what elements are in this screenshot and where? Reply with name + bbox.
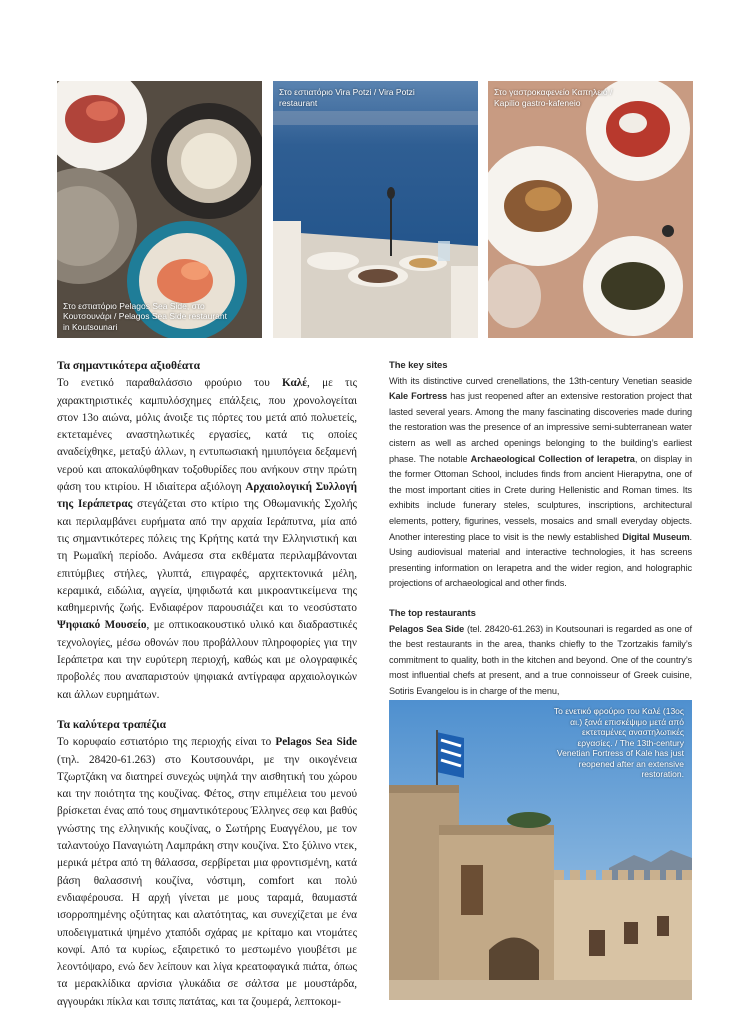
greek-paragraph-sites: Το ενετικό παραθαλάσσιο φρούριο του Καλέ, με τις χαρακτηριστικές καμπυλόσχημες επάλξεις, που χρονολογείται στον 13ο αιώνα, μόλις άνοιξε τις πόρτες του μετά από πολυετείς, εκτεταμένες αναστηλωτικές εργασίες, κατά τις οποίες αναδείχθηκε, μεταξύ άλλων, η εντυπωσιακή ημιυπόγεια δεξαμενή νερού και αποκαλύφθηκαν τοξοθυρίδες που ανήκουν στην πρώτη φάση του κτιρίου. Η ιδιαίτερα αξιόλογη Αρχαιολογική Συλλογή της Ιεράπετρας στεγάζεται στο κτίριο της Οθωμανικής Σχολής και περιλαμβάνει ευρήματα από την αρχαία Ιεράπυτνα, μία από τις σημαντικότερες πόλεις της Κρήτης κατά την Ελληνιστική και τη Ρωμαϊκή περίοδο. Ανάμεσα στα εκθέματα περιλαμβάνονται επιτύμβιες στήλες, γλυπτά, επιγραφές, αρχιτεκτονικά μέλη, κεραμικά, ειδώλια, αγγεία, ψηφιδωτά και μικροαντικείμενα της καθημερινής ζωής. Ενδιαφέρον παρουσιάζει και το νεοσύστατο Ψηφιακό Μουσείο, με οπτικοακουστικό υλικό και διαδραστικές τεχνολογίες, μέσω οθονών που προβάλλουν πληροφορίες για την Ιεράπετρα και την ευρύτερη περιοχή, καθώς και με ολογραφικές προβολές που αναπαριστούν ψηφιακά αντίγραφα αρχαιολογικών και άλλων ευρημάτων.	[57, 377, 357, 701]
photo-vira-potzi	[273, 81, 478, 338]
photo-caption: Στο γαστροκαφενείο Καπηλειό / Kapilio gastro-kafeneio	[494, 87, 613, 108]
photo-caption: Στο εστιατόριο Vira Potzi / Vira Potzi restaurant	[279, 87, 415, 108]
photo-kapilio	[488, 81, 693, 338]
english-paragraph-sites: With its distinctive curved crenellations, the 13th-century Venetian seaside Kale Fortress has just reopened after an extensive restoration project that lasted several years. Among the many fascinating discoveries made during the restoration was the presence of an impressive semi-subterranean water cistern as well as arched openings belonging to the building’s earliest phase. The notable Archaeological Collection of Ierapetra, on display in the former Ottoman School, includes finds from ancient Hierapytna, one of the most important cities in Crete during Hellenistic and Roman times. Its exhibits include funerary steles, sculptures, inscriptions, architectural elements, pottery, figurines, vessels, mosaics and small everyday objects. Another interesting place to visit is the newly established Digital Museum. Using audiovisual material and interactive technologies, it has screens presenting information on Ierapetra and the wider region, and holographic projections of archaeological and other finds.	[389, 375, 693, 589]
photo-pelagos-dishes	[57, 81, 262, 338]
pelagos-dishes-image	[57, 81, 262, 338]
photo-caption: Στο εστιατόριο Pelagos Sea Side, στο Κουτσουνάρι / Pelagos Sea Side restaurant in Koutsounari	[63, 300, 227, 332]
photo-caption: Το ενετικό φρούριο του Καλέ (13ος αι.) ξανά επισκέψιμο μετά από εκτεταμένες αναστηλωτικές εργασίες. / The 13th-century Venetian Fortress of Kale has just reopened after an extensive restoration.	[553, 706, 684, 779]
kapilio-image	[488, 81, 693, 338]
english-column	[389, 358, 692, 699]
english-paragraph-restaurants: Pelagos Sea Side (tel. 28420-61.263) in Koutsounari is regarded as one of the best restaurants in the area, thanks chiefly to the Tzortzakis family’s commitment to quality, both in the kitchen and beyond. One of the country’s most influential chefs at present, and a true connoisseur of Greek cuisine, Sotiris Evangelou is in charge of the menu,	[389, 623, 692, 696]
english-heading-sites: The key sites	[389, 360, 448, 371]
greek-heading-restaurants: Τα καλύτερα τραπέζια	[57, 718, 167, 731]
greek-flag-icon	[438, 732, 464, 778]
greek-paragraph-restaurants: Το κορυφαίο εστιατόριο της περιοχής είναι το Pelagos Sea Side (τηλ. 28420-61.263) στο Κουτσουνάρι, με την οικογένεια Τζωρτζάκη να διατηρεί συνεχώς υψηλά την αισθητική του χώρου και την ποιότητα της κουζίνας. Φέτος, στην επιμέλεια του μενού βρίσκεται ένας από τους σημαντικότερους Έλληνες σεφ και βαθύς γνώστης της ελληνικής κουζίνας, ο Σωτήρης Ευαγγέλου, με τον ταλαντούχο Παναγιώτη Λαμπράκη στην κουζίνα. Στο ξύλινο ντεκ, μερικά μέτρα από τη θάλασσα, σερβίρεται μια φροντισμένη, κατά βάση θαλασσινή κουζίνα, νόστιμη, comfort και πολύ ενδιαφέρουσα. Η αρχή γίνεται με μους ταραμά, θαυμαστά ισορροπημένης οξύτητας και αλατότητας, και συνεχίζεται με ένα υποδειγματικά ψημένο χταπόδι σχάρας με κρίταμο και ντομάτες κονφί. Από τα κυρίως, εξαιρετικό το μεστωμένο γιουβέτσι με λεοντόψαρο, ενώ δεν λείπουν και λίγα κρεατοφαγικά πιάτα, όπως τα μερακλίδικα αρνίσια γλυκάδια σε σάλτσα με μουστάρδα, αγγουράκι πίκλα και τσιπς πατάτας, και τα ζουμερά, λεπτοκομ-	[57, 736, 358, 1008]
greek-column	[57, 358, 357, 1011]
vira-potzi-image	[273, 81, 478, 338]
greek-heading-sites: Τα σημαντικότερα αξιοθέατα	[57, 360, 201, 372]
photo-kale-fortress	[389, 700, 692, 1000]
english-heading-restaurants: The top restaurants	[389, 607, 476, 619]
